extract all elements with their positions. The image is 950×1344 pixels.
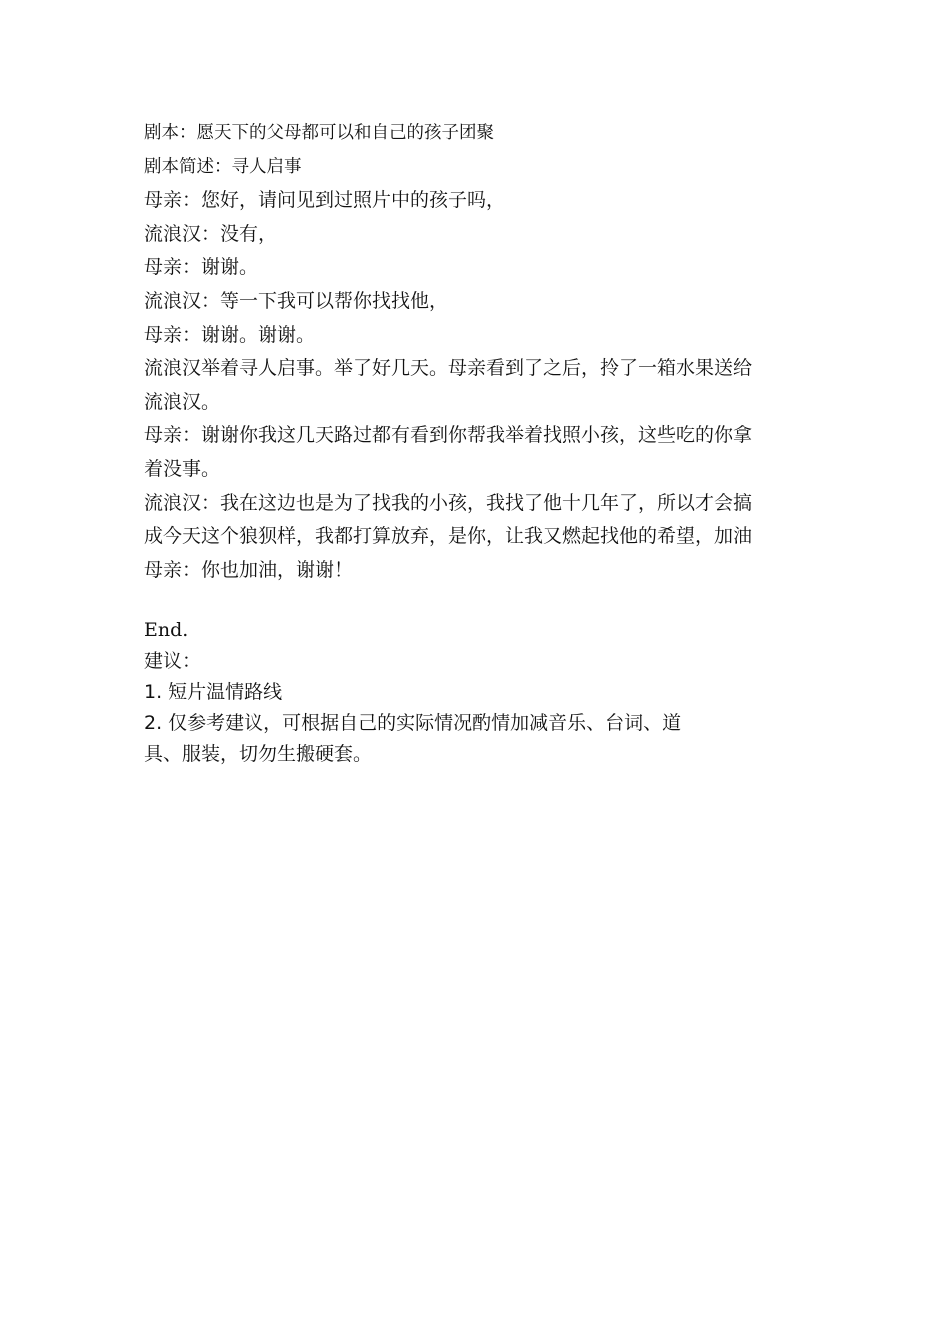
note-item: 具、服装，切勿生搬硬套。 — [144, 743, 373, 766]
closing-line: 母亲：你也加油，谢谢！ — [144, 558, 354, 581]
dialogue-line: 流浪汉：等一下我可以帮你找找他， — [144, 289, 449, 312]
paragraph-line: 母亲：谢谢你我这几天路过都有看到你帮我举着找照小孩，这些吃的你拿 — [144, 424, 753, 447]
dialogue-line: 母亲：谢谢。谢谢。 — [144, 323, 316, 346]
notes-heading: 建议： — [144, 650, 202, 673]
note-item: 2. 仅参考建议，可根据自己的实际情况酌情加减音乐、台词、道 — [144, 712, 682, 735]
paragraph-line: 着没事。 — [144, 457, 221, 480]
dialogue-line: 流浪汉：没有， — [144, 222, 278, 245]
script-summary: 剧本简述：寻人启事 — [144, 156, 302, 177]
paragraph-line: 流浪汉。 — [144, 390, 221, 413]
end-marker: End. — [144, 619, 189, 642]
notes-section — [144, 615, 814, 770]
paragraph-line: 流浪汉：我在这边也是为了找我的小孩，我找了他十几年了，所以才会搞 — [144, 491, 753, 514]
paragraph-line: 流浪汉举着寻人启事。举了好几天。母亲看到了之后，拎了一箱水果送给 — [144, 357, 753, 380]
paragraph-line: 成今天这个狼狈样，我都打算放弃，是你，让我又燃起找他的希望，加油 — [144, 525, 753, 548]
document-body — [144, 117, 814, 770]
note-item: 1. 短片温情路线 — [144, 681, 283, 704]
script-title: 剧本：愿天下的父母都可以和自己的孩子团聚 — [144, 123, 494, 143]
dialogue-line: 母亲：谢谢。 — [144, 256, 259, 279]
dialogue-line: 母亲：您好，请问见到过照片中的孩子吗， — [144, 189, 506, 212]
blank-line — [144, 587, 814, 615]
